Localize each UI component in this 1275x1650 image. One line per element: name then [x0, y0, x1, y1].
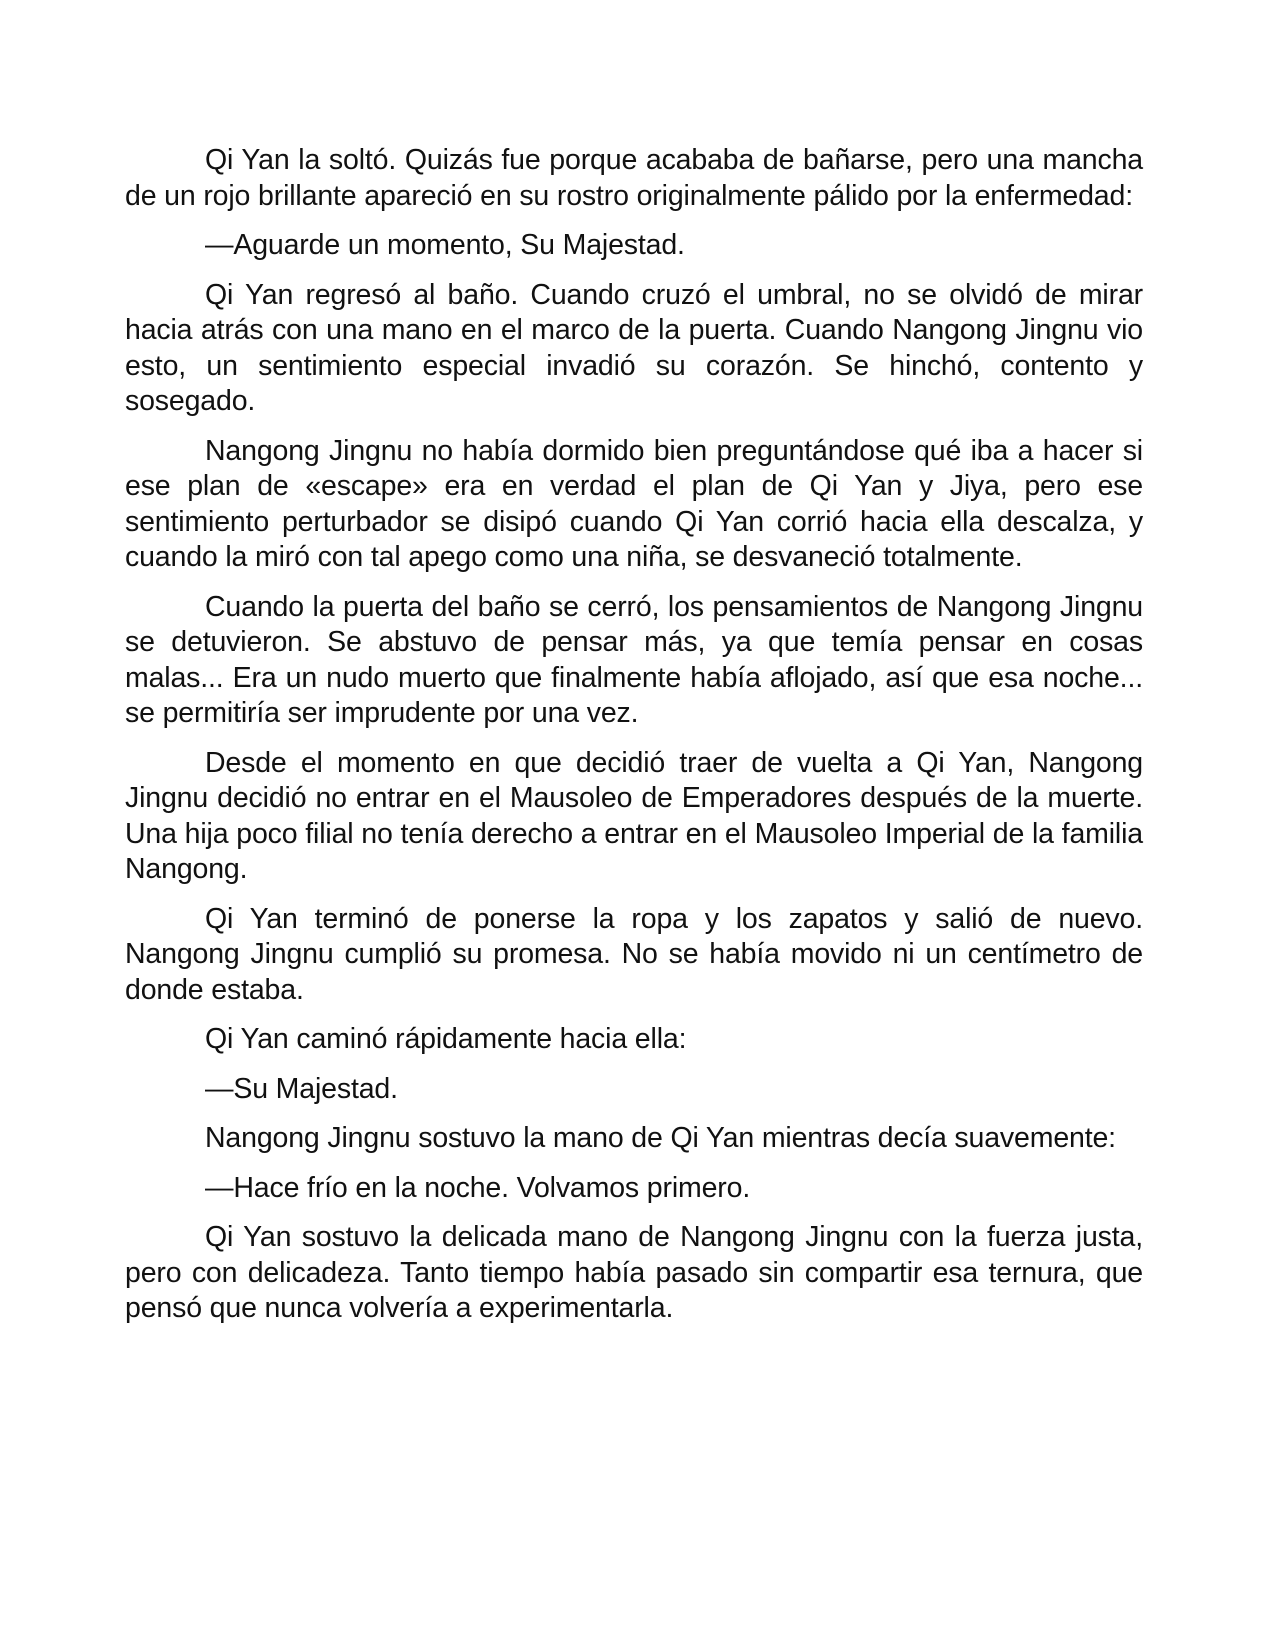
paragraph: Qi Yan sostuvo la delicada mano de Nangong Jingnu con la fuerza justa, pero con delicadeza. Tanto tiempo había pasado sin compartir esa ternura, que pensó que nunca volvería a experimentarla.	[125, 1221, 1143, 1324]
paragraph: Nangong Jingnu sostuvo la mano de Qi Yan mientras decía suavemente:	[205, 1122, 1116, 1154]
paragraph: Nangong Jingnu no había dormido bien preguntándose qué iba a hacer si ese plan de «escape» era en verdad el plan de Qi Yan y Jiya, pero ese sentimiento perturbador se disipó cuando Qi Yan corrió hacia ella descalza, y cuando la miró con tal apego como una niña, se desvaneció totalmente.	[125, 434, 1143, 573]
paragraph: Cuando la puerta del baño se cerró, los pensamientos de Nangong Jingnu se detuvieron. Se abstuvo de pensar más, ya que temía pensar en cosas malas... Era un nudo muerto que finalmente había aflojado, así que esa noche... se permitiría ser imprudente por una vez.	[125, 590, 1143, 729]
paragraph: Qi Yan regresó al baño. Cuando cruzó el umbral, no se olvidó de mirar hacia atrás con una mano en el marco de la puerta. Cuando Nangong Jingnu vio esto, un sentimiento especial invadió su corazón. Se hinchó, contento y sosegado.	[125, 278, 1143, 417]
paragraph: —Hace frío en la noche. Volvamos primero.	[205, 1171, 751, 1204]
paragraph: Desde el momento en que decidió traer de vuelta a Qi Yan, Nangong Jingnu decidió no entrar en el Mausoleo de Emperadores después de la muerte. Una hija poco filial no tenía derecho a entrar en el Mausoleo Imperial de la familia Nangong.	[125, 746, 1143, 885]
paragraph: Qi Yan la soltó. Quizás fue porque acababa de bañarse, pero una mancha de un rojo brillante apareció en su rostro originalmente pálido por la enfermedad:	[125, 144, 1143, 212]
document-page	[125, 143, 1143, 1341]
paragraph: —Aguarde un momento, Su Majestad.	[205, 229, 685, 261]
paragraph: —Su Majestad.	[205, 1072, 398, 1105]
paragraph: Qi Yan terminó de ponerse la ropa y los zapatos y salió de nuevo. Nangong Jingnu cumplió su promesa. No se había movido ni un centímetro de donde estaba.	[125, 902, 1143, 1006]
paragraph: Qi Yan caminó rápidamente hacia ella:	[205, 1023, 687, 1055]
